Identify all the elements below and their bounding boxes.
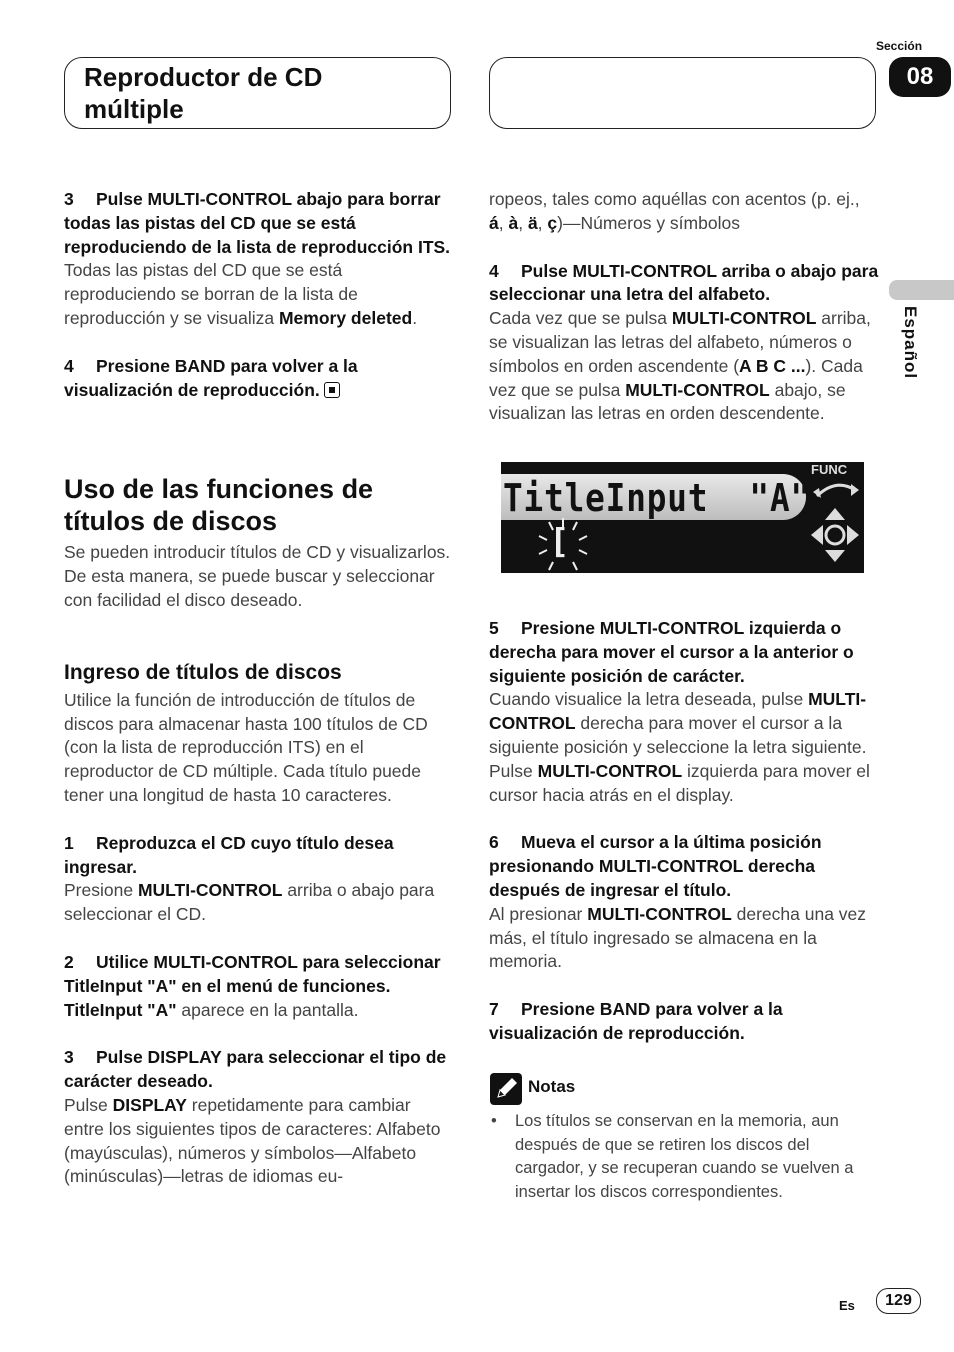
step-5-title: 5 Presione MULTI-CONTROL izquierda o derecha para mover el cursor a la anterior o siguiente posición de carácter. <box>489 618 854 686</box>
language-label: Español <box>901 306 920 380</box>
subsection-heading: Ingreso de títulos de discos <box>64 660 342 684</box>
section-intro: Se pueden introducir títulos de CD y visualizarlos. De esta manera, se puede buscar y seleccionar con facilidad el disco deseado. <box>64 542 451 610</box>
chapter-title: Reproductor de CD múltiple <box>84 62 323 124</box>
language-tab <box>889 280 954 300</box>
step-3a-body: Todas las pistas del CD que se está reproduciendo se borran de la lista de reproducción y se visualiza Memory deleted. <box>64 260 418 328</box>
step-6-body: Al presionar MULTI-CONTROL derecha una vez más, el título ingresado se almacena en la memoria. <box>489 903 867 972</box>
step-6-title: 6 Mueva el cursor a la última posición presionando MULTI-CONTROL derecha después de ingresar el título. <box>489 832 822 900</box>
section-label: Sección <box>876 39 923 53</box>
notes-title: Notas <box>528 1077 576 1096</box>
step-1-body: Presione MULTI-CONTROL arriba o abajo para seleccionar el CD. <box>64 880 435 925</box>
step-4-body: Cada vez que se pulsa MULTI-CONTROL arriba, se visualizan las letras del alfabeto, números o símbolos en orden ascendente (A B C ...). Cada vez que se pulsa MULTI-CONTROL abajo, se visualizan las letras en orden descendente. <box>489 308 871 424</box>
left-column <box>64 188 454 1189</box>
return-arrow-icon <box>811 476 861 504</box>
step-3b-title: 3 Pulse DISPLAY para seleccionar el tipo de carácter deseado. <box>64 1047 447 1092</box>
cursor-blink-rays-icon <box>535 518 591 573</box>
step-4-title: 4 Pulse MULTI-CONTROL arriba o abajo para seleccionar una letra del alfabeto. <box>489 260 879 305</box>
step-4a-title: 4 Presione BAND para volver a la visualización de reproducción. <box>64 355 358 400</box>
display-cursor: [ <box>549 522 570 562</box>
func-label: FUNC <box>811 462 848 477</box>
display-text: TitleInput "A" <box>503 476 812 520</box>
multi-control-joystick-icon <box>807 506 863 564</box>
step-5-body: Cuando visualice la letra deseada, pulse MULTI-CONTROL derecha para mover el cursor a la siguiente posición y seleccione la letra siguiente. Pulse MULTI-CONTROL izquierda para mover el cursor hacia atrás en el display. <box>489 689 870 805</box>
display-illustration <box>501 462 864 573</box>
section-number: 08 <box>889 57 951 97</box>
note-item: • Los títulos se conservan en la memoria, aun después de que se retiren los discos del cargador, y se recuperan cuando se vuelven a insertar los discos correspondientes. <box>491 1112 854 1201</box>
page-number: 129 <box>876 1288 921 1314</box>
header-empty-box <box>489 57 876 129</box>
right-column-lower <box>489 617 879 1046</box>
section-heading: Uso de las funciones de títulos de discos <box>64 474 374 537</box>
step-7-title: 7 Presione BAND para volver a la visualización de reproducción. <box>489 999 783 1043</box>
step-3b-body: Pulse DISPLAY repetidamente para cambiar entre los siguientes tipos de caracteres: Alfabeto (mayúsculas), números y símbolos—Alfabeto (minúsculas)—letras de idiomas eu- <box>64 1094 441 1187</box>
notes-list <box>489 1110 874 1204</box>
step-2-body: TitleInput "A" aparece en la pantalla. <box>64 999 359 1020</box>
right-column <box>489 188 879 426</box>
end-mark-icon <box>324 382 340 398</box>
step-2-title: 2 Utilice MULTI-CONTROL para seleccionar TitleInput "A" en el menú de funciones. <box>64 951 441 996</box>
step-3a-title: 3 Pulse MULTI-CONTROL abajo para borrar todas las pistas del CD que se está reproduciendo de la lista de reproducción ITS. <box>64 189 451 257</box>
bullet: • <box>491 1112 497 1130</box>
notes-pen-icon <box>490 1073 522 1105</box>
subsection-intro: Utilice la función de introducción de títulos de discos para almacenar hasta 100 títulos de CD (con la lista de reproducción ITS) en el reproductor de CD múltiple. Cada título puede tener una longitud de hasta 10 caracteres. <box>64 689 428 805</box>
footer-lang: Es <box>839 1298 855 1313</box>
character-types-continued: ropeos, tales como aquéllas con acentos (p. ej., á, à, ä, ç)—Números y símbolos <box>489 189 860 233</box>
step-1-title: 1 Reproduzca el CD cuyo título desea ingresar. <box>64 832 394 877</box>
pen-icon <box>490 1073 522 1105</box>
